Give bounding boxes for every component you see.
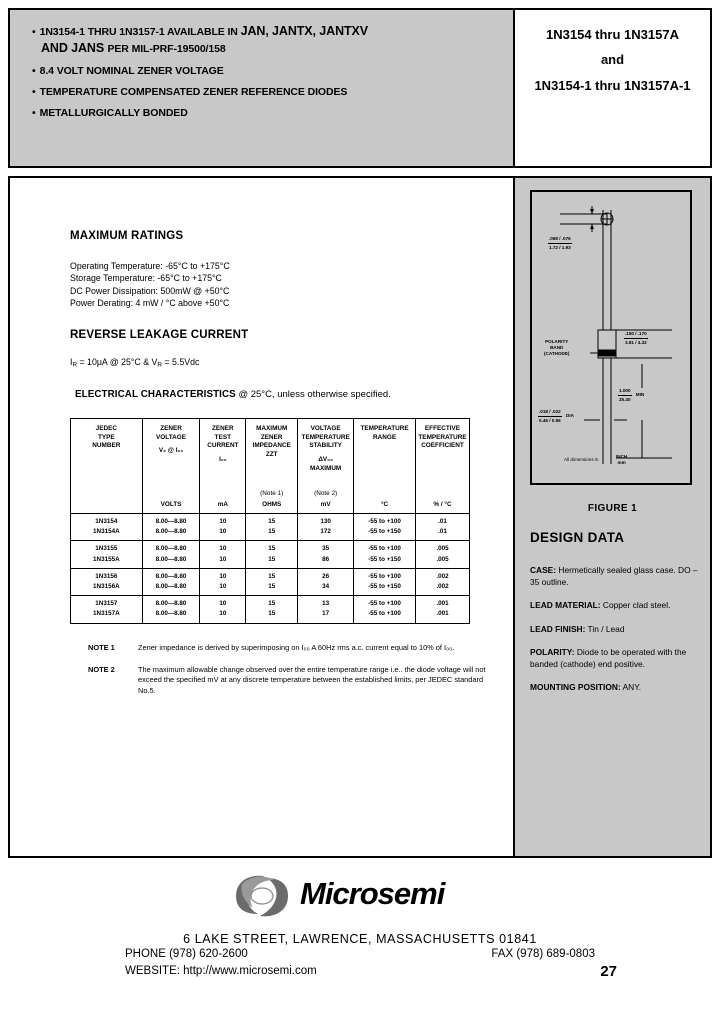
col-header-test-current [200,419,246,514]
dd-label: LEAD MATERIAL: [530,600,601,611]
hdr-line: RANGE [373,433,397,441]
hdr-line: JEDEC [95,425,117,432]
left-content-column [10,178,515,856]
hdr-symbol: V₂ @ I₀₀ [158,447,184,455]
part-title-line3: 1N3154-1 thru 1N3157A-1 [534,77,691,93]
page-number: 27 [600,963,617,980]
cell-dvz: 13 17 [298,596,354,623]
fax-text: FAX (978) 689-0803 [491,948,595,960]
ec-condition: @ 25°C, unless otherwise specified. [238,389,391,400]
reverse-leakage-heading: REVERSE LEAKAGE CURRENT [70,328,249,341]
cell-type: 1N3155 1N3155A [71,541,143,568]
dim-inch: .150 / .170 [624,331,648,339]
microsemi-logo-icon [228,870,296,922]
rating-line: Storage Temperature: -65°C to +175°C [70,273,222,284]
dim-mm: 3.81 / 4.32 [625,339,647,345]
cell-voltage: 8.00—8.80 8.00—8.80 [142,596,200,623]
cell-zzt: 15 15 [246,596,298,623]
hdr-unit: % / °C [433,501,452,509]
hdr-symbol: ΔV₀₀ [318,455,333,463]
dd-value: Hermetically sealed glass case. DO – 35 outline. [530,565,698,588]
max-ratings-block [70,230,248,369]
company-name: Microsemi [300,876,445,911]
phone-text: PHONE (978) 620-2600 [125,948,248,960]
cell-voltage: 8.00—8.80 8.00—8.80 [142,541,200,568]
dd-value: Copper clad steel. [600,600,671,611]
cell-temp-range: -55 to +100 -55 to +150 [354,514,416,541]
cell-zzt: 15 15 [246,541,298,568]
design-data-item [530,681,705,693]
reverse-leakage-value [70,357,248,369]
bullet-icon: • [32,26,36,38]
hdr-line: NUMBER [92,442,121,450]
hdr-unit: mV [320,501,331,509]
hdr-line: TEMPERATURE [360,425,409,432]
design-data-item [530,623,705,635]
cell-dvz: 35 86 [298,541,354,568]
electrical-characteristics-heading [75,389,391,400]
dim-inch: 1.000 [618,388,632,396]
dim-callout-lead-length [618,388,644,402]
cell-dvz: 130 172 [298,514,354,541]
right-sidebar [515,178,710,856]
polarity-line: BAND [550,345,564,351]
bullet-icon: • [32,85,36,98]
max-ratings-lines [70,260,248,310]
body-frame [8,176,712,858]
feature-item [32,86,503,98]
feature-item [32,24,503,56]
col-header-zener-voltage [142,419,200,514]
unit-mm: mm [617,459,626,465]
hdr-line: TEMPERATURE [301,433,350,441]
dim-mm: 0.46 / 0.56 [539,417,561,423]
hdr-line: IMPEDANCE [252,442,291,450]
feature-0-big: JAN, JANTX, JANTXV [240,24,369,38]
design-data-item [530,564,705,588]
cell-voltage: 8.00—8.80 8.00—8.80 [142,514,200,541]
dd-value: Tin / Lead [585,623,625,634]
hdr-line: ZZT [265,450,278,458]
dim-callout-body-length [548,236,572,250]
hdr-unit: OHMS [262,501,282,509]
table-row [71,514,470,541]
design-data-heading: DESIGN DATA [530,530,625,545]
cell-coeff: .002 .002 [416,568,470,595]
dd-value: Diode to be operated with the banded (cathode) end positive. [530,646,687,669]
part-title-line1: 1N3154 thru 1N3157A [546,27,679,42]
ec-title: ELECTRICAL CHARACTERISTICS [75,389,236,400]
hdr-unit: VOLTS [160,501,182,509]
note-row [88,643,488,654]
design-data-item [530,646,705,670]
col-header-jedec [71,419,143,514]
max-ratings-heading: MAXIMUM RATINGS [70,230,184,242]
hdr-symbol: I₀₀ [219,455,227,463]
table-body [71,514,470,624]
ir-symbol: I [70,356,73,367]
feature-0-line2-big: AND JANS [41,40,108,55]
hdr-line: STABILITY [309,442,342,450]
cell-temp-range: -55 to +100 -55 to +100 [354,596,416,623]
unit-inch: INCH [616,454,628,459]
dim-callout-body-diameter [624,331,648,345]
table-row [71,541,470,568]
cell-type: 1N3154 1N3154A [71,514,143,541]
hdr-line: ZENER [260,433,283,441]
design-data-list [530,564,705,704]
footer-address-block [0,932,720,983]
dim-suffix: MIN [635,392,645,398]
cell-temp-range: -55 to +100 -55 to +150 [354,568,416,595]
figure-units [616,454,627,466]
col-header-temp-range [354,419,416,514]
hdr-line: VOLTAGE [156,433,186,441]
dd-label: CASE: [530,565,557,575]
feature-0-small: 1N3154-1 THRU 1N3157-1 AVAILABLE IN [39,26,241,38]
rating-line: Operating Temperature: -65°C to +175°C [70,261,230,271]
feature-1-text: 8.4 VOLT NOMINAL ZENER VOLTAGE [39,64,224,77]
hdr-line: CURRENT [207,442,239,450]
vr-subscript: R [157,361,162,369]
contact-line [125,948,595,964]
hdr-line: COEFFICIENT [421,442,464,450]
features-list [10,10,515,166]
col-header-zener-impedance [246,419,298,514]
package-outline-figure [530,190,692,485]
ir-rest: = 10μA @ 25°C & V [77,356,158,367]
cell-izt: 10 10 [200,596,246,623]
hdr-line: TEMPERATURE [418,433,467,441]
ir-end: = 5.5Vdc [161,356,200,367]
polarity-line: (CATHODE) [544,351,570,357]
rating-line: Power Derating: 4 mW / °C above +50°C [70,298,230,309]
feature-0-line2 [41,41,503,56]
cell-coeff: .001 .001 [416,596,470,623]
hdr-note: (Note 2) [314,490,338,498]
note-body: Zener impedance is derived by superimposing on I₀₀ A 60Hz rms a.c. current equal to 10% of I₀₀. [138,643,455,652]
hdr-unit: mA [217,501,228,509]
cell-izt: 10 10 [200,514,246,541]
website-line [125,963,617,983]
cell-izt: 10 10 [200,568,246,595]
cell-voltage: 8.00—8.80 8.00—8.80 [142,568,200,595]
col-header-voltage-temp-stability [298,419,354,514]
header-band [8,8,712,168]
notes-block [88,643,488,708]
cell-coeff: .01 .01 [416,514,470,541]
feature-0-line2-small: PER MIL-PRF-19500/158 [107,42,226,55]
company-logo [0,866,720,928]
figure-footnote [564,457,598,463]
dd-value: ANY. [620,682,642,693]
feature-item [32,107,503,119]
note-body: The maximum allowable change observed over the entire temperature range i.e.. the diode voltage will not exceed the specified mV at any discrete temperature between the established limits, per JEDEC standard No.5. [138,664,486,696]
hdr-symbol2: MAXIMUM [310,464,342,472]
polarity-band-label [544,339,569,358]
hdr-note: (Note 1) [260,490,284,498]
note-label: NOTE 1 [88,643,115,652]
hdr-line: VOLTAGE [310,425,341,432]
col-header-temp-coefficient [416,419,470,514]
hdr-line: TEST [214,433,232,441]
hdr-line: MAXIMUM [256,425,288,432]
hdr-unit: °C [380,501,389,509]
part-number-title [515,10,710,166]
dim-mm: 1.72 / 1.93 [549,244,571,250]
website-text[interactable]: WEBSITE: http://www.microsemi.com [125,965,317,977]
cell-zzt: 15 15 [246,514,298,541]
page-footer [0,866,720,983]
cell-type: 1N3157 1N3157A [71,596,143,623]
hdr-line: TYPE [97,433,115,441]
polarity-line: POLARITY [545,339,569,344]
feature-item [32,65,503,77]
feature-3-text: METALLURGICALLY BONDED [39,107,188,120]
dd-label: POLARITY: [530,646,575,657]
bullet-icon: • [32,107,36,120]
cell-zzt: 15 15 [246,568,298,595]
table-row [71,596,470,623]
electrical-characteristics-table [70,418,470,624]
dim-inch: .068 / .076 [548,236,572,244]
cell-izt: 10 10 [200,541,246,568]
dim-suffix: DIA [566,413,574,419]
note-row [88,665,488,697]
hdr-line: EFFECTIVE [424,425,461,432]
table-row [71,568,470,595]
dd-label: LEAD FINISH: [530,623,586,634]
table-header-row [71,419,470,514]
cell-coeff: .005 .005 [416,541,470,568]
dim-mm: 25.40 [619,396,631,402]
rating-line: DC Power Dissipation: 500mW @ +50°C [70,285,230,296]
hdr-line: ZENER [160,425,182,432]
ir-subscript: R [72,361,78,369]
design-data-item [530,599,705,611]
figure-caption: FIGURE 1 [587,503,638,514]
address-line: 6 LAKE STREET, LAWRENCE, MASSACHUSETTS 01841 [183,932,537,946]
cell-temp-range: -55 to +100 -55 to +150 [354,541,416,568]
footnote-text: All dimensions in [564,457,599,462]
hdr-line: ZENER [212,425,234,432]
part-title-line2: and [600,52,625,68]
note-label: NOTE 2 [88,664,115,674]
cell-type: 1N3156 1N3156A [71,568,143,595]
feature-2-text: TEMPERATURE COMPENSATED ZENER REFERENCE DIODES [39,85,348,98]
bullet-icon: • [32,64,36,77]
dim-inch: .018 / .022 [538,409,562,417]
dim-callout-lead-diameter [538,409,574,423]
cell-dvz: 26 34 [298,568,354,595]
dd-label: MOUNTING POSITION: [530,682,621,693]
